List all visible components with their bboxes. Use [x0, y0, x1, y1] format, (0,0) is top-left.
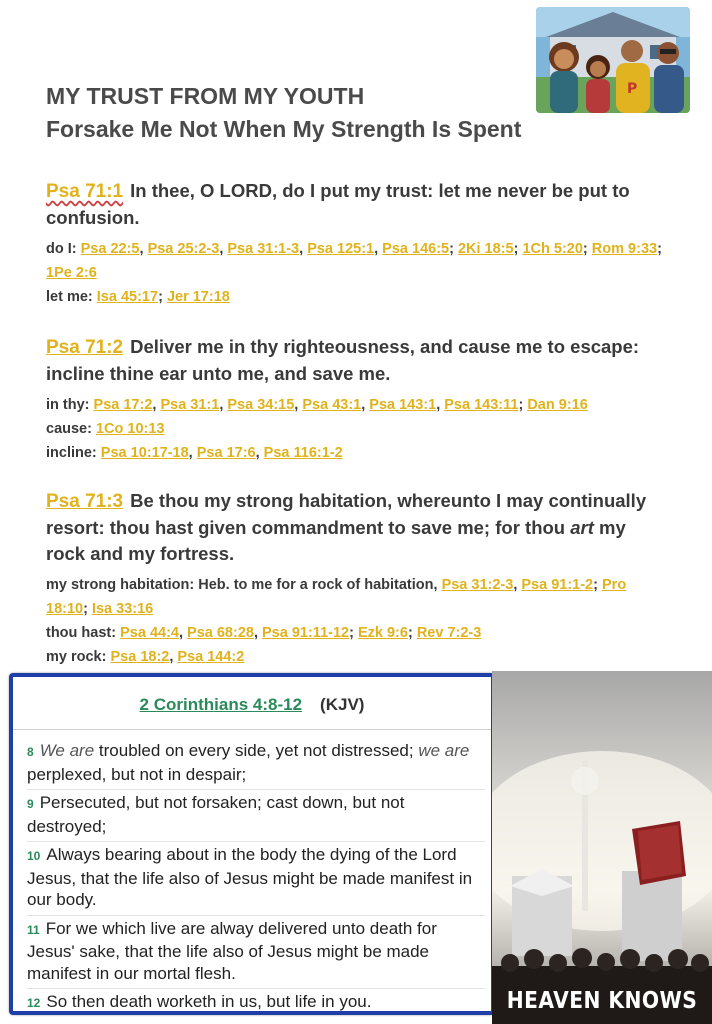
- xref-link[interactable]: Rev 7:2-3: [416, 625, 482, 641]
- xref-link[interactable]: Psa 143:11: [444, 397, 519, 413]
- xref-label: thou hast:: [46, 625, 117, 641]
- xref-link[interactable]: 2Ki 18:5: [457, 241, 514, 257]
- xref-separator: ;: [513, 241, 519, 257]
- verse-body-part: my rock and my fortress.: [46, 517, 626, 564]
- xref-separator: ;: [582, 241, 588, 257]
- xref-separator: ;: [83, 601, 88, 617]
- xref-link[interactable]: Isa 33:16: [91, 601, 154, 617]
- kjv-verse-list: [13, 730, 491, 1019]
- xref-link[interactable]: Psa 34:15: [227, 397, 295, 413]
- xref-link[interactable]: Psa 68:28: [187, 625, 254, 641]
- verse-text: So then death worketh in us, but life in you.: [46, 992, 372, 1011]
- xref-link[interactable]: Psa 144:2: [177, 649, 245, 665]
- verse-number: 10: [27, 849, 41, 863]
- xref-separator: ;: [158, 289, 163, 305]
- verse-body: Deliver me in thy righteousness, and cause me to escape: incline thine ear unto me, and save me.: [46, 336, 640, 384]
- xref-separator: ,: [299, 241, 304, 257]
- xref-separator: ,: [219, 397, 224, 413]
- xref-label: let me:: [46, 289, 93, 305]
- xref-line: [46, 237, 666, 285]
- xref-link[interactable]: Psa 31:1-3: [227, 241, 300, 257]
- page-subtitle: Forsake Me Not When My Strength Is Spent: [46, 116, 522, 142]
- verse-text: Always bearing about in the body the dying of the Lord Jesus, that the life also of Jesus might be made manifest in our body.: [27, 845, 473, 909]
- xref-separator: ;: [349, 625, 354, 641]
- xref-separator: ,: [139, 241, 144, 257]
- xref-link[interactable]: Psa 91:1-2: [521, 577, 594, 593]
- xref-label: incline:: [46, 445, 97, 461]
- xref-link[interactable]: Psa 91:11-12: [262, 625, 350, 641]
- xref-link[interactable]: Rom 9:33: [591, 241, 658, 257]
- verse-psa-71-1: [46, 178, 666, 309]
- verse-text: troubled on every side, yet not distressed;: [94, 741, 419, 760]
- xref-separator: ,: [294, 397, 299, 413]
- verse-number: 12: [27, 996, 41, 1010]
- cross-references: [46, 237, 666, 309]
- xref-link[interactable]: 1Co 10:13: [95, 421, 165, 437]
- verse-text-italic: we are: [418, 741, 470, 760]
- xref-line: [46, 393, 666, 417]
- kjv-verse: [27, 916, 485, 990]
- kjv-passage-box: [9, 673, 495, 1015]
- xref-line: [46, 645, 666, 669]
- verse-body-part: Be thou my strong habitation, whereunto I may continually resort: thou hast given commandment to save me; for thou: [46, 490, 647, 538]
- xref-separator: ;: [518, 397, 524, 413]
- verse-ref-link[interactable]: Psa 71:1: [46, 181, 124, 202]
- verse-number: 11: [27, 922, 40, 937]
- xref-separator: ,: [436, 397, 441, 413]
- xref-link[interactable]: Psa 22:5: [80, 241, 140, 257]
- verse-body-italic: art: [570, 517, 594, 538]
- xref-link[interactable]: 1Ch 5:20: [522, 241, 583, 257]
- verse-body: In thee, O LORD, do I put my trust: let me never be put to confusion.: [46, 180, 630, 228]
- verse-text: Persecuted, but not forsaken; cast down, but not destroyed;: [27, 793, 405, 836]
- xref-link[interactable]: Psa 31:1: [160, 397, 220, 413]
- xref-line: [46, 441, 666, 465]
- xref-link[interactable]: Psa 18:2: [110, 649, 170, 665]
- title-block: [46, 80, 646, 146]
- verse-text: perplexed, but not in despair;: [27, 764, 247, 784]
- verse-psa-71-3: [46, 488, 666, 669]
- xref-separator: ,: [188, 445, 193, 461]
- verse-number: 8: [27, 745, 34, 759]
- xref-separator: ;: [449, 241, 454, 257]
- kjv-verse: [27, 790, 485, 842]
- xref-link[interactable]: Psa 125:1: [307, 241, 375, 257]
- kjv-verse: [27, 738, 485, 790]
- xref-link[interactable]: Pro 18:10: [46, 577, 627, 617]
- xref-separator: ,: [253, 625, 258, 641]
- xref-label: my rock:: [46, 649, 107, 665]
- page-title: MY TRUST FROM MY YOUTH: [46, 83, 365, 109]
- verse-text-italic: We are: [39, 741, 95, 760]
- xref-separator: ,: [152, 397, 157, 413]
- xref-link[interactable]: Psa 43:1: [302, 397, 362, 413]
- kjv-version: (KJV): [320, 695, 365, 714]
- kjv-ref-link[interactable]: 2 Corinthians 4:8-12: [139, 695, 303, 714]
- verse-text: [46, 334, 666, 387]
- verse-number: 9: [27, 797, 34, 811]
- xref-link[interactable]: Isa 45:17: [96, 289, 159, 305]
- xref-separator: ,: [513, 577, 518, 593]
- verse-text: [46, 178, 666, 231]
- xref-label: in thy:: [46, 397, 90, 413]
- xref-line: [46, 573, 666, 621]
- xref-separator: ,: [255, 445, 260, 461]
- xref-line: [46, 285, 666, 309]
- xref-line: [46, 417, 666, 441]
- heaven-knows-caption: HEAVEN KNOWS: [506, 988, 698, 1014]
- xref-separator: ,: [169, 649, 174, 665]
- xref-separator: ,: [219, 241, 224, 257]
- xref-separator: ,: [178, 625, 183, 641]
- xref-link[interactable]: Psa 44:4: [120, 625, 179, 641]
- verse-ref-link[interactable]: Psa 71:3: [46, 491, 124, 512]
- xref-separator: ,: [374, 241, 379, 257]
- cross-references: [46, 393, 666, 465]
- xref-link[interactable]: 1Pe 2:6: [46, 265, 97, 281]
- xref-link[interactable]: Psa 146:5: [382, 241, 450, 257]
- xref-link[interactable]: Psa 10:17-18: [100, 445, 189, 461]
- xref-link[interactable]: Psa 25:2-3: [147, 241, 220, 257]
- xref-link[interactable]: Dan 9:16: [527, 397, 588, 413]
- verse-psa-71-2: [46, 334, 666, 465]
- verse-ref-link[interactable]: Psa 71:2: [46, 337, 124, 358]
- cross-references: [46, 573, 666, 669]
- xref-link[interactable]: Psa 17:2: [93, 397, 153, 413]
- xref-link[interactable]: Psa 116:1-2: [263, 445, 343, 461]
- kjv-verse: [27, 842, 485, 916]
- xref-separator: ,: [361, 397, 366, 413]
- svg-text:P: P: [627, 81, 638, 97]
- xref-link[interactable]: Ezk 9:6: [357, 625, 408, 641]
- kjv-verse: [27, 989, 485, 1019]
- kjv-header: [13, 695, 491, 715]
- xref-link[interactable]: Psa 17:6: [196, 445, 256, 461]
- verse-text: [46, 488, 666, 567]
- xref-link[interactable]: Psa 31:2-3: [441, 577, 514, 593]
- xref-separator: ;: [407, 625, 413, 641]
- xref-label: cause:: [46, 421, 92, 437]
- xref-separator: ;: [593, 577, 598, 593]
- xref-label: my strong habitation: Heb. to me for a rock of habitation,: [46, 577, 438, 593]
- xref-line: [46, 621, 666, 645]
- xref-link[interactable]: Jer 17:18: [166, 289, 230, 305]
- heaven-knows-image: [492, 671, 712, 1024]
- xref-link[interactable]: Psa 143:1: [369, 397, 437, 413]
- xref-separator: ;: [657, 241, 662, 257]
- xref-label: do I:: [46, 241, 77, 257]
- verse-text: For we which live are alway delivered unto death for Jesus' sake, that the life also of Jesus might be made manifest in our mortal flesh.: [27, 918, 437, 983]
